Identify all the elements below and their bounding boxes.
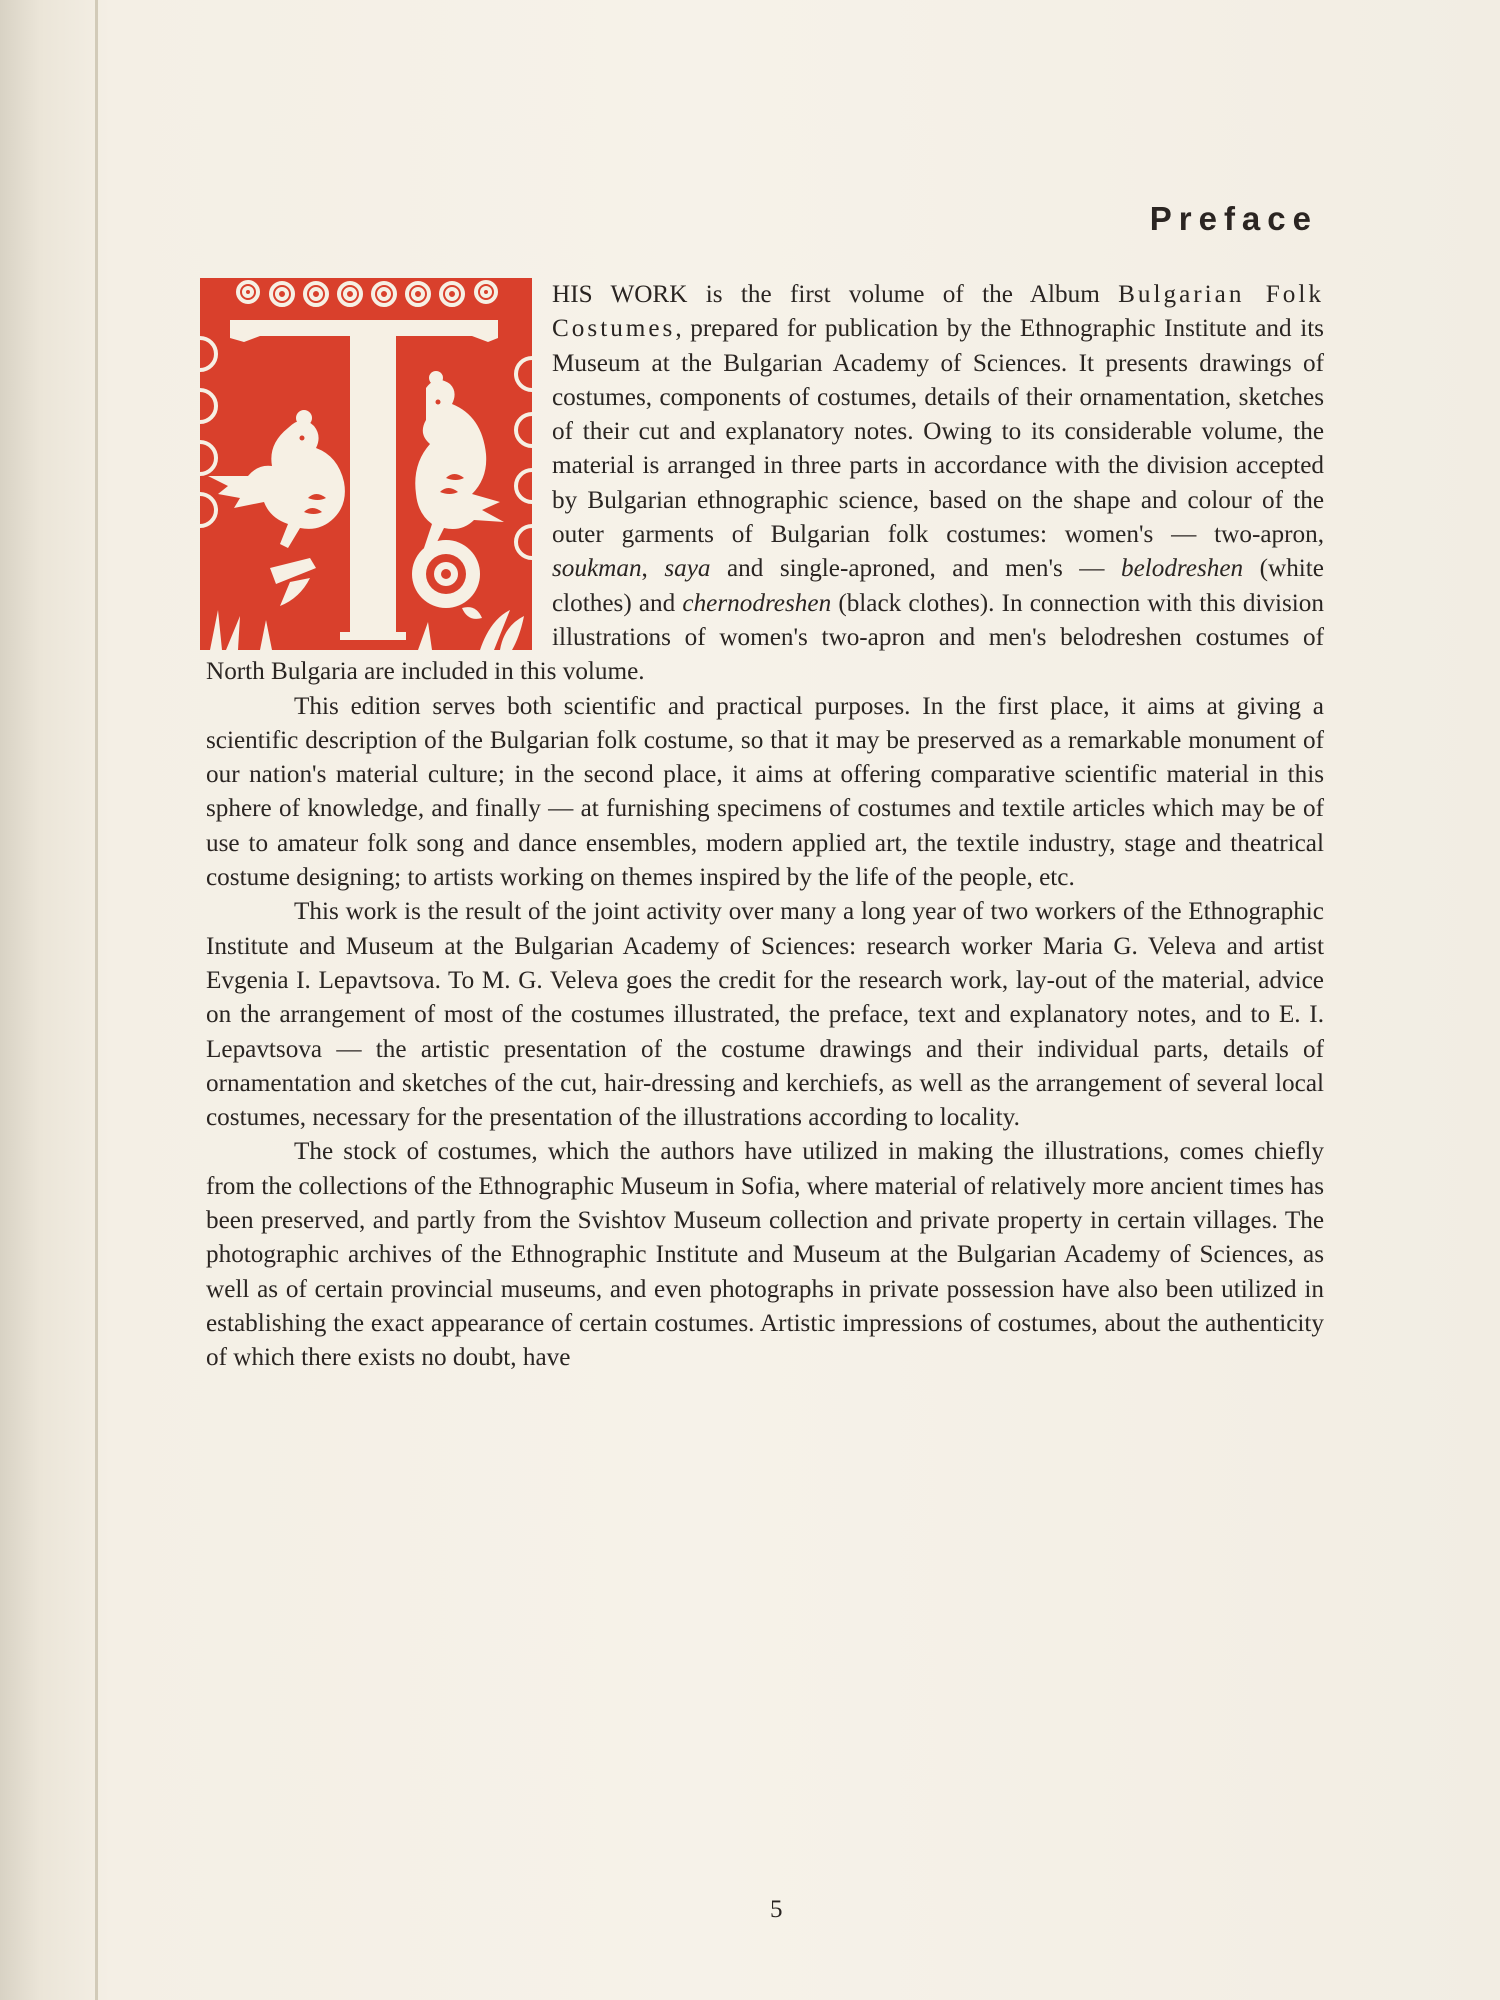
paragraph-3: This work is the result of the joint activity over many a long year of two workers of the Ethnographic Institute and Museum at the Bulgarian Academy of Sciences: research worker Maria G. Veleva and artist Evgenia I. Lepavtsova. To M. G. Veleva goes the credit for the research work, lay-out of the material, advice on the arrangement of most of the costumes illustrated, the preface, text and explanatory notes, and to E. I. Lepavtsova — the artistic presentation of the costume drawings and their individual parts, details of ornamentation and sketches of the cut, hair-dressing and kerchiefs, as well as the arrangement of several local costumes, necessary for the presentation of the illustrations according to locality. (206, 898, 1324, 1132)
page-gutter (95, 0, 98, 2000)
decorated-initial-t (200, 278, 532, 650)
body-text (206, 278, 1324, 1376)
album-title: Bulgarian Folk Costumes (552, 281, 1324, 343)
paragraph-1-text-d: and single-aproned, and men's — (710, 555, 1121, 583)
paragraph-1-text-b: , prepared for publication by the Ethnographic Institute and its Museum at the Bulgarian Academy of Sciences. It presents drawings of costumes, components of costumes, details of their ornamentation, sketches of their cut and explanatory notes. Owing to its considerable volume, the material is arranged in three parts in accordance with the division accepted by Bulgarian ethnographic science, based on the shape and colour of the outer garments of Bulgarian folk costumes: women's — two-apron, (552, 315, 1324, 549)
paragraph-1-text-c: , (641, 555, 665, 583)
paragraph-1-text-a: is the first volume of the Album (687, 281, 1119, 308)
paragraph-1-text-e: (white clothes) and (552, 555, 1324, 617)
page-title: Preface (1149, 200, 1318, 237)
page-number: 5 (770, 1896, 783, 1923)
term-chernodreshen: chernodreshen (682, 589, 832, 617)
paragraph-1-text-f: (black clothes). In connection with this division illustrations of women's two-apron and men's belodreshen costumes of North Bulgaria are included in this volume. (206, 589, 1324, 686)
paragraph-4: The stock of costumes, which the authors have utilized in making the illustrations, comes chiefly from the collections of the Ethnographic Museum in Sofia, where material of relatively more ancient times has been preserved, and partly from the Svishtov Museum collection and private property in certain villages. The photographic archives of the Ethnographic Institute and Museum at the Bulgarian Academy of Sciences, as well as of certain provincial museums, and even photographs in private possession have also been utilized in establishing the exact appearance of certain costumes. Artistic impressions of costumes, about the authenticity of which there exists no doubt, have (206, 1138, 1324, 1372)
opening-words: HIS WORK (552, 281, 688, 308)
term-belodreshen: belodreshen (1120, 555, 1244, 583)
term-saya: saya (664, 555, 711, 583)
paragraph-2: This edition serves both scientific and practical purposes. In the first place, it aims at giving a scientific description of the Bulgarian folk costume, so that it may be preserved as a remarkable monument of our nation's material culture; in the second place, it aims at offering comparative scientific material in this sphere of knowledge, and finally — at furnishing specimens of costumes and textile articles which may be of use to amateur folk song and dance ensembles, modern applied art, the textile industry, stage and theatrical costume designing; to artists working on themes inspired by the life of the people, etc. (206, 692, 1324, 892)
term-soukman: soukman (552, 555, 642, 583)
